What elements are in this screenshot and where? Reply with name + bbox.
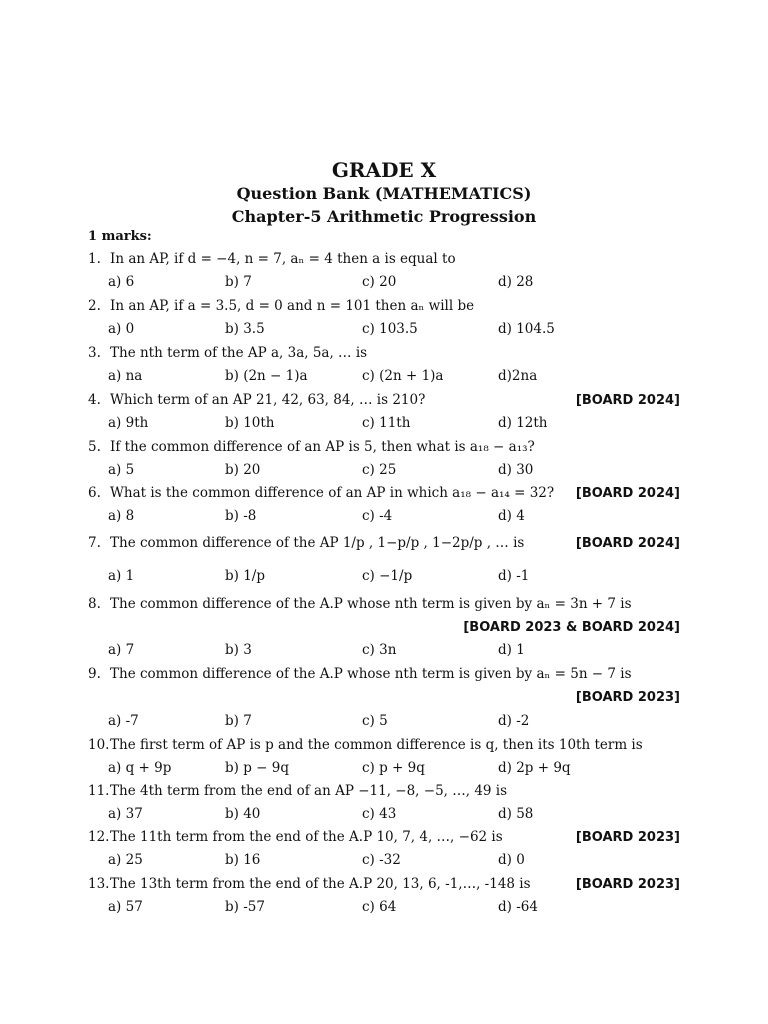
option-c: c) −1/p [362, 568, 413, 584]
option-a: a) 57 [108, 899, 143, 915]
question-text: The 13th term from the end of the A.P 20, 13, 6, -1,…, -148 is [110, 876, 531, 892]
question-number: 8. [88, 596, 101, 612]
subject-title: Question Bank (MATHEMATICS) [236, 184, 532, 203]
option-b: b) 20 [225, 462, 261, 478]
option-c: c) 103.5 [362, 321, 418, 337]
question-10 [88, 737, 643, 753]
question-number: 7. [88, 535, 101, 551]
option-c: c) 43 [362, 806, 397, 822]
option-b: b) (2n − 1)a [225, 368, 308, 384]
option-b: b) 3 [225, 642, 252, 658]
option-d: d) -64 [498, 899, 538, 915]
grade-title: GRADE X [331, 158, 437, 182]
option-a: a) 8 [108, 508, 135, 524]
question-number: 13. [88, 876, 110, 892]
option-d: d) 104.5 [498, 321, 555, 337]
option-d: d) 0 [498, 852, 525, 868]
option-b: b) 10th [225, 415, 275, 431]
question-text: In an AP, if d = −4, n = 7, aₙ = 4 then a is equal to [110, 251, 456, 267]
option-a: a) 6 [108, 274, 135, 290]
board-tag: [BOARD 2024] [575, 393, 680, 408]
question-9 [88, 666, 632, 682]
question-number: 2. [88, 298, 101, 314]
option-b: b) -8 [225, 508, 257, 524]
option-c: c) 5 [362, 713, 388, 729]
question-7 [88, 535, 524, 551]
option-b: b) 40 [225, 806, 261, 822]
question-5 [88, 439, 535, 455]
question-4 [88, 392, 425, 408]
option-d: d) 58 [498, 806, 534, 822]
question-6 [88, 485, 554, 501]
question-12 [88, 829, 503, 845]
question-3 [88, 345, 367, 361]
option-c: c) -4 [362, 508, 393, 524]
option-a: a) -7 [108, 713, 139, 729]
option-c: c) 3n [362, 642, 397, 658]
question-number: 1. [88, 251, 101, 267]
section-heading: 1 marks: [88, 229, 152, 244]
option-d: d)2na [498, 368, 538, 384]
option-d: d) -1 [498, 568, 530, 584]
question-number: 9. [88, 666, 101, 682]
option-c: c) (2n + 1)a [362, 368, 444, 384]
option-a: a) 0 [108, 321, 135, 337]
question-text: Which term of an AP 21, 42, 63, 84, … is 210? [110, 392, 426, 408]
question-number: 3. [88, 345, 101, 361]
question-text: If the common difference of an AP is 5, then what is a₁₈ − a₁₃? [110, 439, 535, 455]
question-text: What is the common difference of an AP in which a₁₈ − a₁₄ = 32? [110, 485, 555, 501]
question-text: The 4th term from the end of an AP −11, −8, −5, …, 49 is [110, 783, 508, 799]
option-a: a) 37 [108, 806, 143, 822]
option-b: b) 16 [225, 852, 261, 868]
option-c: c) 20 [362, 274, 397, 290]
option-d: d) 2p + 9q [498, 760, 571, 776]
option-a: a) na [108, 368, 143, 384]
question-text: The common difference of the A.P whose nth term is given by aₙ = 3n + 7 is [110, 596, 632, 612]
question-text: The common difference of the A.P whose nth term is given by aₙ = 5n − 7 is [110, 666, 632, 682]
option-b: b) 7 [225, 713, 252, 729]
board-tag: [BOARD 2024] [575, 486, 680, 501]
option-c: c) 64 [362, 899, 397, 915]
board-tag: [BOARD 2023] [575, 690, 680, 705]
option-a: a) 1 [108, 568, 135, 584]
question-number: 11. [88, 783, 110, 799]
question-number: 4. [88, 392, 101, 408]
option-d: d) 1 [498, 642, 525, 658]
option-d: d) -2 [498, 713, 530, 729]
option-d: d) 12th [498, 415, 548, 431]
question-text: The 11th term from the end of the A.P 10, 7, 4, …, −62 is [110, 829, 503, 845]
question-text: In an AP, if a = 3.5, d = 0 and n = 101 then aₙ will be [110, 298, 475, 314]
question-number: 6. [88, 485, 101, 501]
question-number: 5. [88, 439, 101, 455]
board-tag: [BOARD 2023] [575, 877, 680, 892]
option-a: a) 9th [108, 415, 149, 431]
question-text: The common difference of the AP 1/p , 1−p/p , 1−2p/p , … is [110, 535, 525, 551]
question-8 [88, 596, 632, 612]
option-a: a) 25 [108, 852, 143, 868]
option-b: b) -57 [225, 899, 265, 915]
option-b: b) 1/p [225, 568, 265, 584]
option-c: c) -32 [362, 852, 401, 868]
option-a: a) q + 9p [108, 760, 172, 776]
chapter-title: Chapter-5 Arithmetic Progression [231, 207, 537, 226]
option-b: b) 3.5 [225, 321, 265, 337]
question-text: The nth term of the AP a, 3a, 5a, … is [110, 345, 368, 361]
option-b: b) p − 9q [225, 760, 289, 776]
question-text: The first term of AP is p and the common difference is q, then its 10th term is [110, 737, 643, 753]
option-c: c) 25 [362, 462, 397, 478]
question-number: 10. [88, 737, 110, 753]
question-2 [88, 298, 474, 314]
question-number: 12. [88, 829, 110, 845]
option-a: a) 7 [108, 642, 135, 658]
question-11 [88, 783, 507, 799]
board-tag: [BOARD 2023 & BOARD 2024] [463, 620, 680, 635]
option-b: b) 7 [225, 274, 252, 290]
option-d: d) 4 [498, 508, 525, 524]
board-tag: [BOARD 2023] [575, 830, 680, 845]
option-a: a) 5 [108, 462, 135, 478]
option-c: c) p + 9q [362, 760, 425, 776]
question-1 [88, 251, 456, 267]
option-c: c) 11th [362, 415, 411, 431]
board-tag: [BOARD 2024] [575, 536, 680, 551]
question-13 [88, 876, 531, 892]
option-d: d) 30 [498, 462, 534, 478]
option-d: d) 28 [498, 274, 534, 290]
